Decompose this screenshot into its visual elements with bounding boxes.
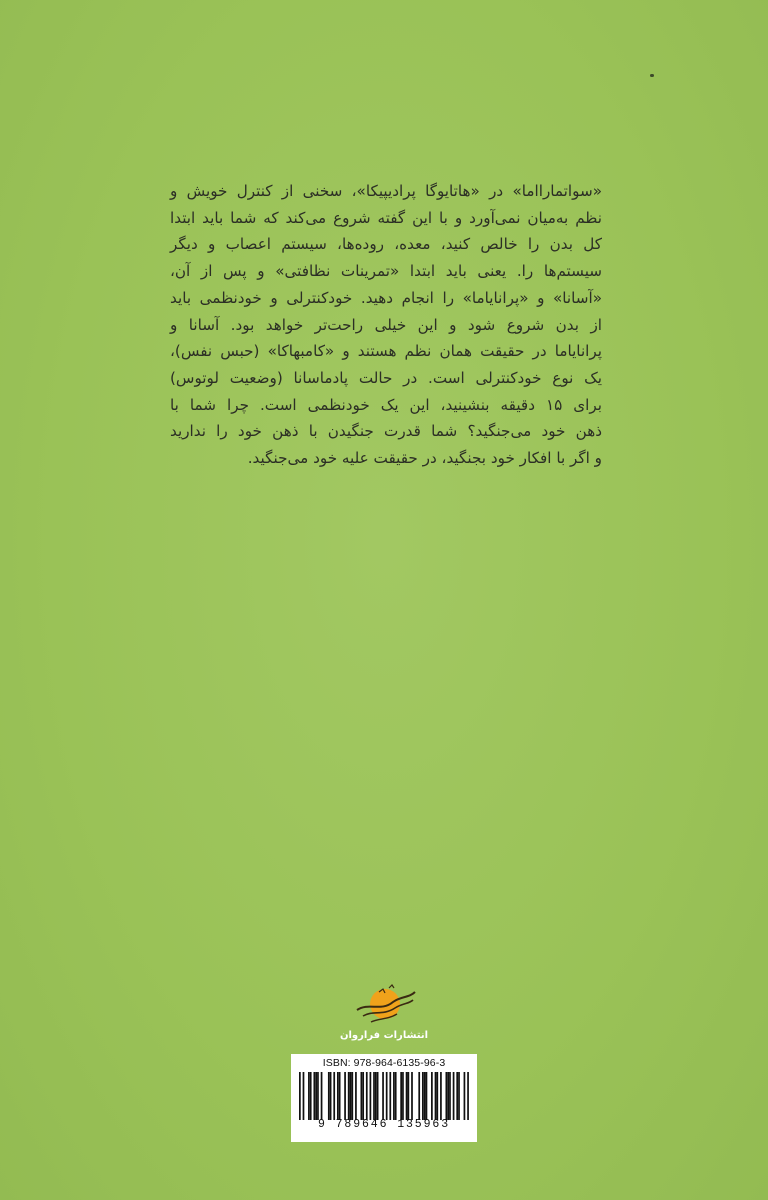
barcode-bar [351,1072,353,1120]
barcode-bar [445,1072,447,1120]
back-cover-blurb [170,178,602,472]
blurb-line: نظم به‌میان نمی‌آورد و با این گفته شروع می‌کند که شما باید ابتدا [170,208,602,227]
blurb-line: یک نوع خودکنترلی است. در حالت پادماسانا (وضعیت لوتوس) [170,368,602,387]
barcode-bar [411,1072,413,1120]
barcode-bar [458,1072,460,1120]
barcode-bar [337,1072,339,1120]
barcode-bar [418,1072,420,1120]
barcode-bar [355,1072,357,1120]
barcode-bar [386,1072,388,1120]
barcode-bar [344,1072,346,1120]
barcode-bar [375,1072,377,1120]
barcode-bar [436,1072,438,1120]
barcode-bar [310,1072,312,1120]
barcode-bar [362,1072,364,1120]
barcode-bar [377,1072,379,1120]
barcode-bar [424,1072,426,1120]
barcode-bar [449,1072,451,1120]
barcode-bar [321,1072,323,1120]
barcode-bar [366,1072,368,1120]
barcode-bar [431,1072,433,1120]
barcode-bar [402,1072,404,1120]
publisher-name: انتشارات فراروان [339,1030,429,1041]
barcode-bar [317,1072,319,1120]
barcode-bar [389,1072,391,1120]
blurb-line: کل بدن را خالص کنید، معده، روده‌ها، سیستم اعصاب و دیگر [170,235,602,254]
barcode-bar [308,1072,310,1120]
barcode-bar [299,1072,301,1120]
blurb-line: «سواتمارااما» در «هاتایوگا پرادیپیکا»، سخنی از کنترل خویش و [170,182,602,200]
isbn-barcode [291,1054,477,1142]
blurb-line: و اگر با افکار خود بجنگید، در حقیقت علیه خود می‌جنگید. [247,449,602,468]
blurb-line: پرانایاما در حقیقت همان نظم هستند و «کامبهاکا» (حبس نفس)، [170,342,602,361]
barcode-bar [467,1072,469,1120]
blurb-line: سیستم‌ها را. یعنی باید ابتدا «تمرینات نظافتی» و پس از آن، [170,262,602,281]
blurb-line: ذهن خود می‌جنگید؟ شما قدرت جنگیدن با ذهن خود را ندارید [170,422,602,441]
isbn-label: ISBN: 978-964-6135-96-3 [322,1057,446,1069]
barcode-bar [453,1072,455,1120]
barcode-digits: 9 789646 135963 [317,1118,451,1131]
blurb-line: برای ۱۵ دقیقه بنشینید، این یک خودنظمی است. چرا شما با [170,395,602,414]
barcode-bar [464,1072,466,1120]
blurb-line: «آسانا» و «پرانایاما» را انجام دهید. خودکنترلی و خودنظمی باید [170,288,602,307]
barcode-bar [408,1072,410,1120]
barcode-bar [426,1072,428,1120]
barcode-bar [395,1072,397,1120]
barcode-bar [435,1072,437,1120]
barcode-bar [370,1072,372,1120]
barcode-bar [422,1072,424,1120]
barcode-bars [299,1072,469,1120]
sun-birds-logo-icon [332,982,436,1028]
barcode-bar [313,1072,315,1120]
barcode-bar [350,1072,352,1120]
barcode-bar [456,1072,458,1120]
barcode-bar [406,1072,408,1120]
barcode-bar [373,1072,375,1120]
barcode-bar [333,1072,335,1120]
barcode-bar [440,1072,442,1120]
barcode-bar [382,1072,384,1120]
barcode-bar [400,1072,402,1120]
barcode-bar [393,1072,395,1120]
barcode-bar [360,1072,362,1120]
publisher-logo [332,982,436,1048]
blurb-line: از بدن شروع شود و این خیلی راحت‌تر خواهد بود. آسانا و [170,315,602,334]
barcode-bar [447,1072,449,1120]
barcode-bar [348,1072,350,1120]
barcode-bar [339,1072,341,1120]
barcode-bar [315,1072,317,1120]
barcode-bar [328,1072,330,1120]
barcode-bar [303,1072,305,1120]
barcode-bar [330,1072,332,1120]
print-speck [650,74,654,77]
